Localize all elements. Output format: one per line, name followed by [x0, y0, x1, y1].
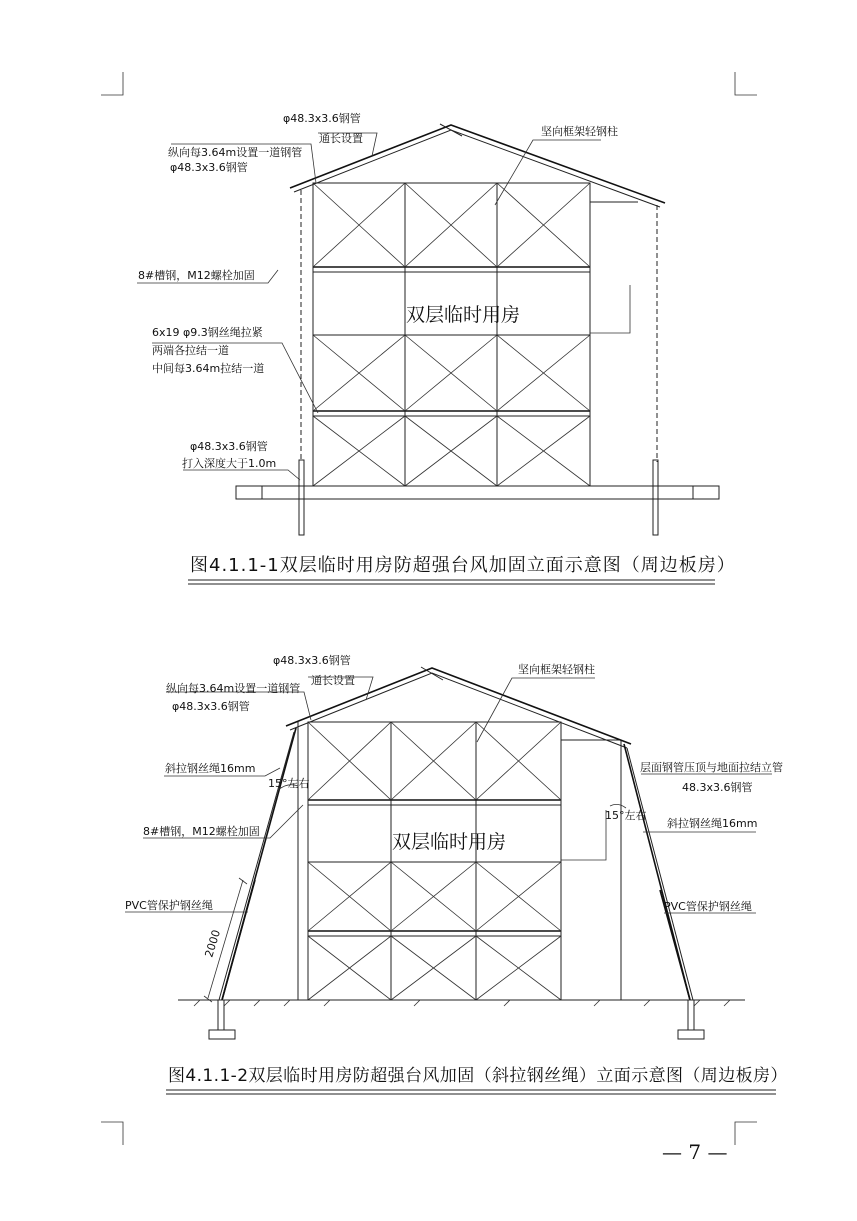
fig1-column-label: 坚向框架轻钢柱 [541, 125, 618, 138]
fig2-rope-left-label: 斜拉钢丝绳16mm [165, 762, 256, 775]
fig2-angle-left-label: 15°左右 [268, 777, 310, 790]
fig1-ridge-pipe-note: 通长设置 [319, 132, 363, 145]
fig2-ridge-pipe-label: φ48.3x3.6钢管 [273, 654, 351, 667]
fig2-ridge-pipe-note: 通长设置 [311, 674, 355, 687]
fig2-column-label: 坚向框架轻钢柱 [518, 663, 595, 676]
fig2-angle-right-label: 15°左右 [605, 809, 647, 822]
fig2-rope-right-label: 斜拉钢丝绳16mm [667, 817, 758, 830]
fig2-long-pipe-spec: φ48.3x3.6钢管 [172, 700, 250, 713]
fig1-ridge-pipe-label: φ48.3x3.6钢管 [283, 112, 361, 125]
fig2-building-label: 双层临时用房 [392, 831, 507, 853]
fig1-long-pipe-spec: φ48.3x3.6钢管 [170, 161, 248, 174]
crop-marks [101, 72, 757, 1145]
fig1-long-pipe-label: 纵向每3.64m设置一道钢管 [168, 146, 303, 159]
fig1-rope-note-1: 两端各拉结一道 [152, 344, 229, 357]
fig2-dimension-label: 2000 [202, 928, 224, 959]
fig1-caption: 图4.1.1-1双层临时用房防超强台风加固立面示意图（周边板房） [190, 555, 736, 576]
page-number: — 7 — [662, 1140, 728, 1164]
fig1-building-label: 双层临时用房 [406, 304, 521, 326]
fig2-long-pipe-label: 纵向每3.64m设置一道钢管 [166, 682, 301, 695]
fig2-caption: 图4.1.1-2双层临时用房防超强台风加固（斜拉钢丝绳）立面示意图（周边板房） [168, 1066, 788, 1086]
fig1-ground-pipe-label: φ48.3x3.6钢管 [190, 440, 268, 453]
fig2-roof-pipe-spec: 48.3x3.6钢管 [682, 781, 753, 794]
figure-2-diagram [125, 667, 772, 1039]
fig2-pvc-right-label: PVC管保护钢丝绳 [664, 900, 752, 913]
fig1-channel-label: 8#槽钢，M12螺栓加固 [138, 269, 255, 282]
fig2-channel-label: 8#槽钢，M12螺栓加固 [143, 825, 260, 838]
fig2-roof-pipe-label: 层面钢管压顶与地面拉结立管 [640, 761, 783, 774]
fig1-rope-note-2: 中间每3.64m拉结一道 [152, 362, 265, 375]
fig2-pvc-left-label: PVC管保护钢丝绳 [125, 899, 213, 912]
fig1-rope-label: 6x19 φ9.3钢丝绳拉紧 [152, 326, 263, 339]
fig1-ground-pipe-note: 打入深度大于1.0m [182, 457, 277, 470]
